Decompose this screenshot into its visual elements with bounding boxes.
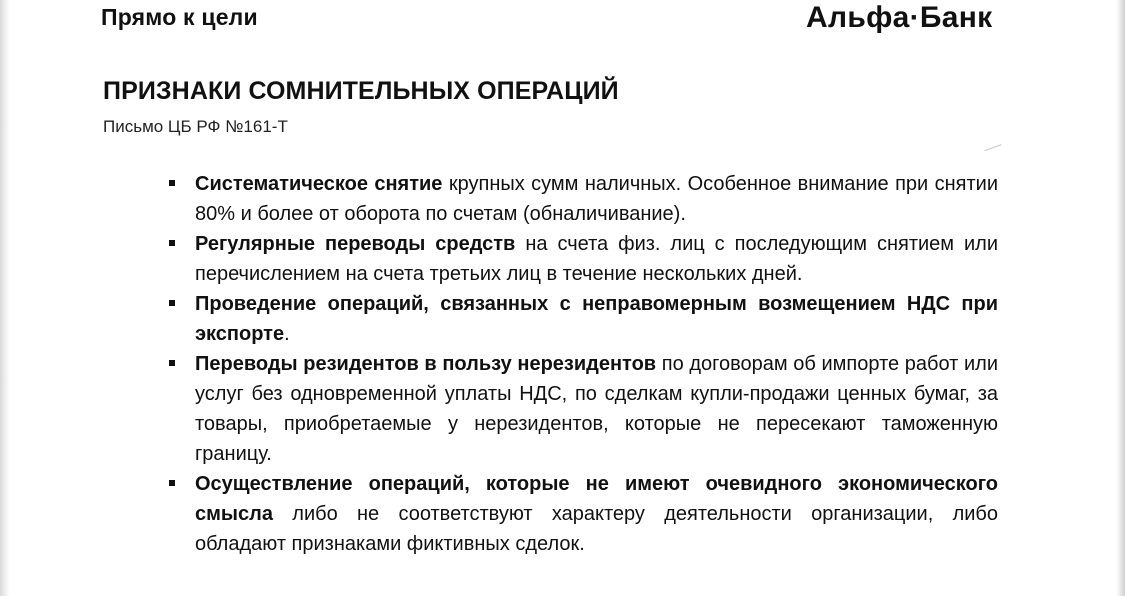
list-item: [168, 469, 998, 559]
list-item-text: крупных сумм наличных. Особенное внимание при снятии 80% и более от оборота по счетам (обналичивание).: [195, 173, 998, 225]
bullet-icon: [169, 360, 175, 366]
header-slogan: Прямо к цели: [101, 4, 258, 30]
list-item-text: на счета физ. лиц с последующим снятием или перечислением на счета третьих лиц в течение нескольких дней.: [195, 233, 998, 285]
list-item-bold: Регулярные переводы средств: [195, 233, 516, 255]
list-item: [168, 169, 998, 229]
page-subtitle: Письмо ЦБ РФ №161-Т: [103, 117, 288, 136]
list-item-text: либо не соответствуют характеру деятельности организации, либо обладают признаками фиктивных сделок.: [195, 503, 998, 555]
brand-logo: Альфа·Банк: [806, 1, 993, 34]
bullet-icon: [169, 240, 175, 246]
list-item-bold: Осуществление операций, которые не имеют очевидного экономического смысла: [195, 473, 998, 525]
list-item-text: по договорам об импорте работ или услуг без одновременной уплаты НДС, по сделкам купли-продажи ценных бумаг, за товары, приобретаемые у нерезидентов, которые не пересекают таможенную границу.: [195, 353, 998, 465]
page-left-edge-shadow: [0, 0, 10, 596]
page-right-edge-shadow: [1116, 0, 1125, 596]
list-item: [168, 349, 998, 469]
list-item-bold: Переводы резидентов в пользу нерезидентов: [195, 353, 657, 375]
bullet-icon: [169, 300, 175, 306]
scan-artifact-mark: [984, 144, 1003, 157]
list-item-bold: Проведение операций, связанных с неправомерным возмещением НДС при экспорте: [195, 293, 998, 345]
bullet-icon: [169, 480, 175, 486]
list-item-text: .: [284, 323, 290, 345]
page-title: ПРИЗНАКИ СОМНИТЕЛЬНЫХ ОПЕРАЦИЙ: [103, 77, 619, 105]
list-item: [168, 289, 998, 349]
bullet-icon: [169, 180, 175, 186]
list-item: [168, 229, 998, 289]
operations-list: [168, 169, 998, 559]
list-item-bold: Систематическое снятие: [195, 173, 443, 195]
